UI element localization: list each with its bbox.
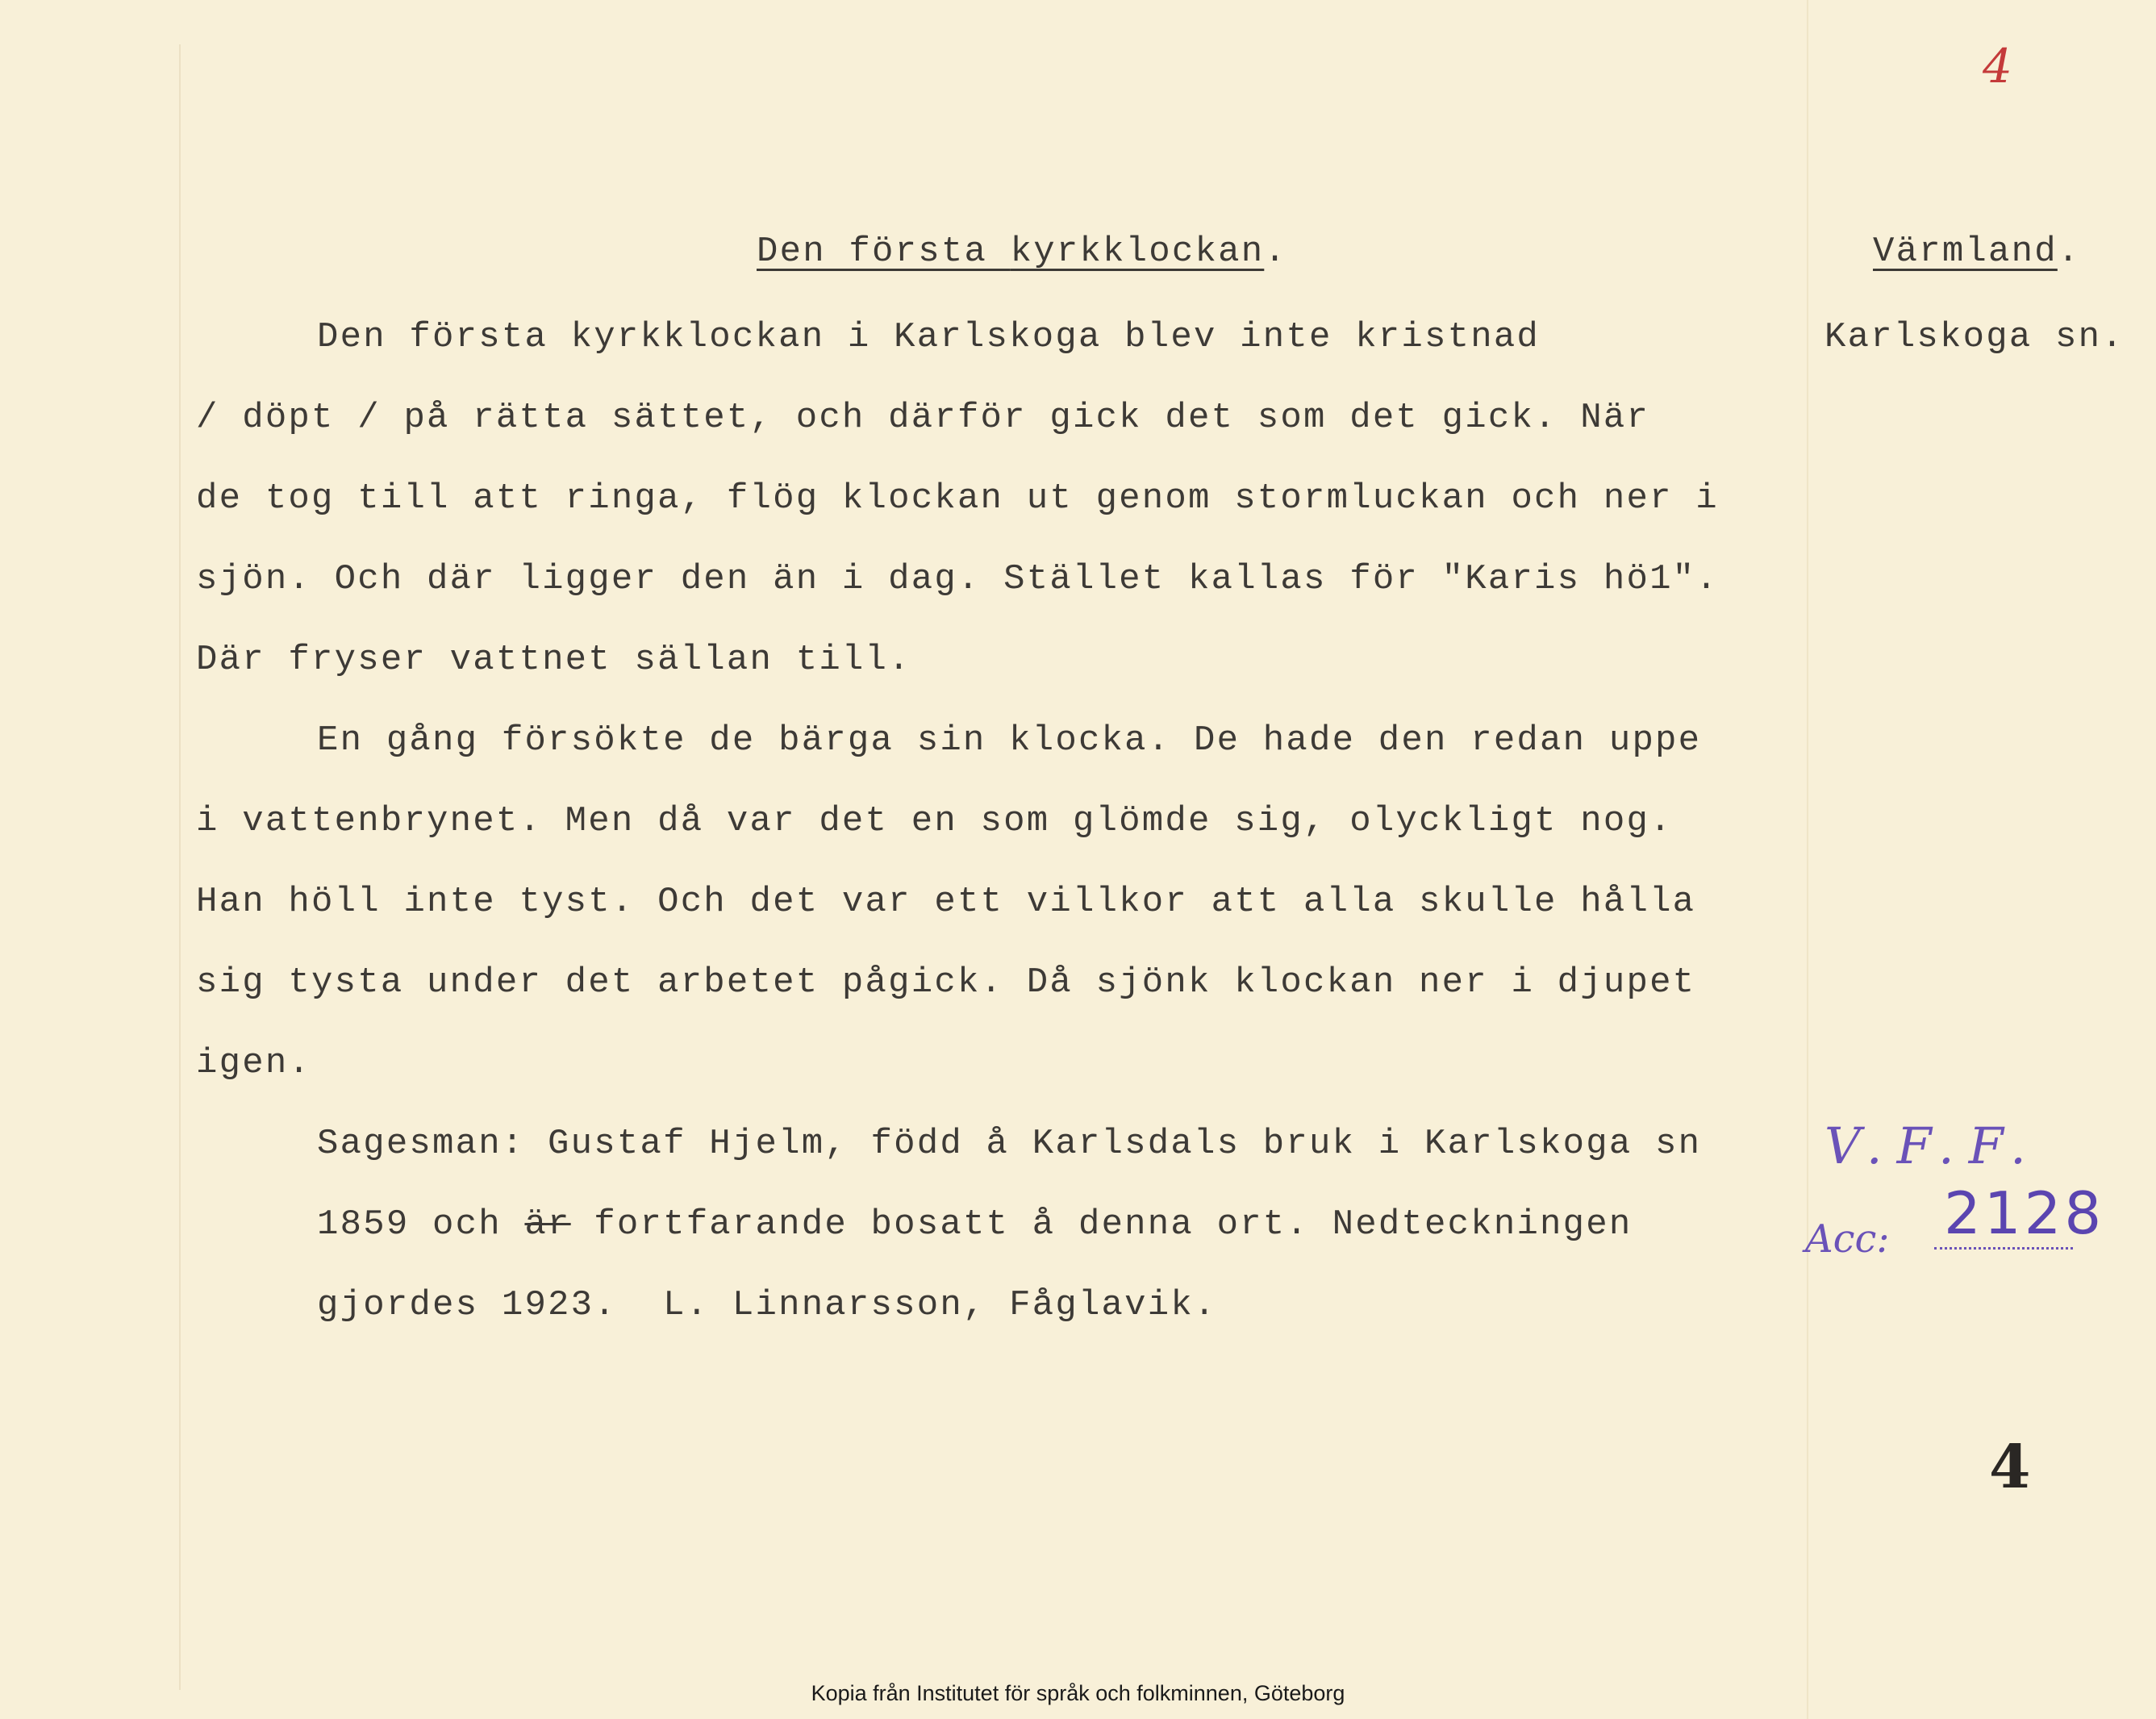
accession-number: 2128 — [1944, 1179, 2105, 1247]
title-suffix: . — [1264, 232, 1287, 272]
informant-line-3: gjordes 1923. L. Linnarsson, Fåglavik. — [317, 1285, 1217, 1325]
parish-label: Karlskoga sn. — [1824, 317, 2125, 357]
paragraph1-line: de tog till att ringa, flög klockan ut genom stormluckan och ner i — [196, 478, 1719, 519]
accession-underline — [1934, 1247, 2073, 1250]
region-label — [1873, 232, 2081, 272]
vff-stamp: V.F.F. — [1824, 1116, 2041, 1175]
acc-stamp-label: Acc: — [1805, 1216, 1890, 1262]
archive-footer: Kopia från Institutet för språk och folkminnen, Göteborg — [811, 1681, 1345, 1705]
paragraph2-line: i vattenbrynet. Men då var det en som glömde sig, olyckligt nog. — [196, 801, 1673, 841]
page-number-bottom: 4 — [1989, 1433, 2031, 1502]
paragraph1-line: / döpt / på rätta sättet, och därför gick det som det gick. När — [196, 398, 1650, 438]
title-prefix: Den första — [757, 232, 1011, 272]
paragraph2-line: Han höll inte tyst. Och det var ett villkor att alla skulle hålla — [196, 882, 1696, 922]
informant-line-2 — [317, 1204, 1633, 1245]
paragraph2-line: igen. — [196, 1043, 312, 1083]
paragraph2-line: En gång försökte de bärga sin klocka. De hade den redan uppe — [317, 720, 1702, 761]
paragraph2-line: sig tysta under det arbetet pågick. Då sjönk klockan ner i djupet — [196, 962, 1696, 1003]
handwritten-page-number: 4 — [1983, 39, 2012, 94]
page-left-edge — [179, 44, 181, 1690]
margin-rule — [1807, 0, 1808, 1719]
paragraph1-line: Där fryser vattnet sällan till. — [196, 640, 911, 680]
region-dot: . — [2057, 232, 2081, 272]
informant-line-2-start: 1859 och — [317, 1204, 525, 1245]
struck-word: är — [524, 1204, 571, 1245]
informant-line-1: Sagesman: Gustaf Hjelm, född å Karlsdals bruk i Karlskoga sn — [317, 1124, 1702, 1164]
paragraph1-line: Den första kyrkklockan i Karlskoga blev inte kristnad — [317, 317, 1541, 357]
region-name: Värmland — [1873, 232, 2058, 272]
paragraph1-line: sjön. Och där ligger den än i dag. Stället kallas för "Karis hö1". — [196, 559, 1719, 599]
informant-line-2-end: fortfarande bosatt å denna ort. Nedteckningen — [570, 1204, 1633, 1245]
title-word: kyrkklockan — [1010, 232, 1265, 272]
document-title — [757, 232, 1287, 272]
